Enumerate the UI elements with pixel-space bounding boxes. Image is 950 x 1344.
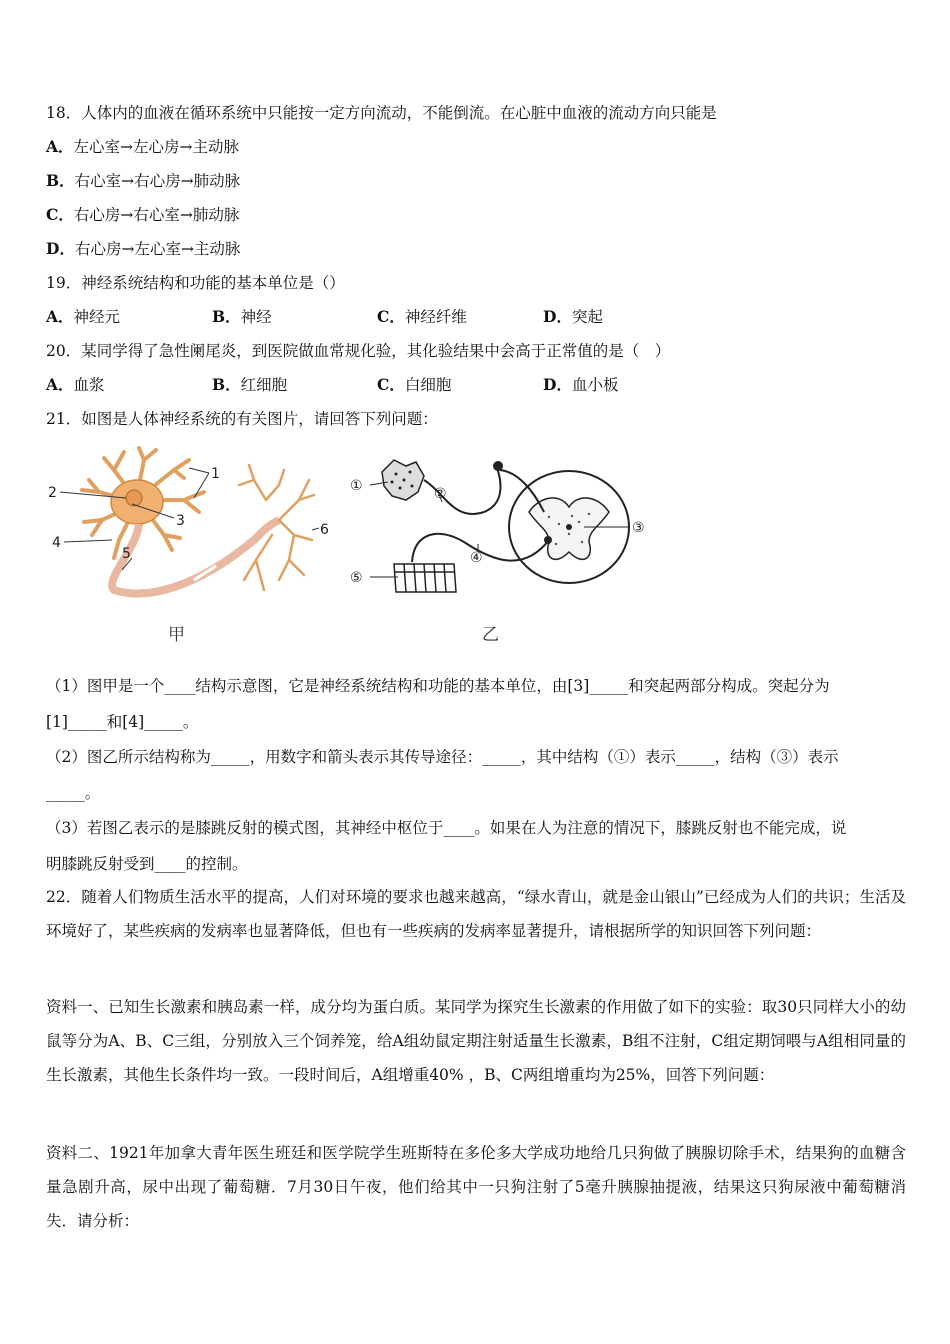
label-circle-2: ② <box>434 486 447 502</box>
q19-option-a <box>46 307 120 327</box>
option-letter: A． <box>46 375 74 394</box>
label-circle-3: ③ <box>632 520 645 536</box>
option-text: 血小板 <box>571 376 619 394</box>
label-circle-5: ⑤ <box>350 570 363 586</box>
option-text: 红细胞 <box>240 376 288 394</box>
option-text: 左心室→左心房→主动脉 <box>73 138 240 156</box>
label-6: 6 <box>320 522 329 538</box>
option-letter: A． <box>46 137 74 156</box>
q21-sub1-line1: （1）图甲是一个____结构示意图，它是神经系统结构和功能的基本单位，由[3]_____和突起两部分构成。突起分为 <box>46 677 830 695</box>
option-letter: C． <box>377 307 405 326</box>
q22-stem: 22．随着人们物质生活水平的提高，人们对环境的要求也越来越高，“绿水青山，就是金山银山”已经成为人们的共识；生活及环境好了，某些疾病的发病率也显著降低，但也有一些疾病的发病率显著提升，请根据所学的知识回答下列问题： <box>46 888 906 940</box>
q18-option-d <box>46 239 240 259</box>
q22-material-1: 资料一、已知生长激素和胰岛素一样，成分均为蛋白质。某同学为探究生长激素的作用做了如下的实验：取30只同样大小的幼鼠等分为A、B、C三组，分别放入三个饲养笼，给A组幼鼠定期注射适量生长激素，B组不注射，C组定期饲喂与A组相同量的生长激素，其他生长条件均一致。一段时间后，A组增重40% ，B、C两组增重均为25%，回答下列问题： <box>46 998 906 1084</box>
q22-material-2: 资料二、1921年加拿大青年医生班廷和医学院学生班斯特在多伦多大学成功地给几只狗做了胰腺切除手术，结果狗的血糖含量急剧升高，尿中出现了葡萄糖．7月30日午夜，他们给其中一只狗注射了5毫升胰腺抽提液，结果这只狗尿液中葡萄糖消失．请分析： <box>46 1144 906 1230</box>
q21-sub2-line1: （2）图乙所示结构称为_____，用数字和箭头表示其传导途径：_____，其中结构（①）表示_____，结构（③）表示 <box>46 748 839 766</box>
q18-option-a <box>46 137 239 157</box>
option-letter: C． <box>46 205 74 224</box>
q19-stem: 19．神经系统结构和功能的基本单位是（） <box>46 274 345 292</box>
q18-stem: 18．人体内的血液在循环系统中只能按一定方向流动，不能倒流。在心脏中血液的流动方向只能是 <box>46 104 717 122</box>
q20-option-b <box>212 375 287 395</box>
figure-yi-reflex-arc <box>344 452 664 612</box>
option-letter: C． <box>377 375 405 394</box>
option-letter: A． <box>46 307 74 326</box>
q20-stem: 20．某同学得了急性阑尾炎，到医院做血常规化验，其化验结果中会高于正常值的是（ ） <box>46 342 671 360</box>
figure-jia-neuron <box>44 440 344 610</box>
option-text: 突起 <box>571 308 603 326</box>
option-letter: B． <box>212 375 241 394</box>
q18-option-b <box>46 171 240 191</box>
label-circle-1: ① <box>350 478 363 494</box>
q19-option-d <box>543 307 603 327</box>
option-letter: D． <box>46 239 75 258</box>
q20-option-a <box>46 375 105 395</box>
option-text: 神经元 <box>73 308 121 326</box>
label-circle-4: ④ <box>470 550 483 566</box>
label-1: 1 <box>211 466 220 482</box>
option-text: 血浆 <box>73 376 105 394</box>
option-text: 白细胞 <box>404 376 452 394</box>
q21-sub2-line2: _____。 <box>46 784 101 802</box>
option-letter: B． <box>212 307 241 326</box>
q21-stem: 21．如图是人体神经系统的有关图片，请回答下列问题： <box>46 410 438 428</box>
figure-jia-caption: 甲 <box>168 625 185 645</box>
q18-option-c <box>46 205 239 225</box>
option-letter: D． <box>543 375 572 394</box>
label-5: 5 <box>122 546 131 562</box>
axon-terminals <box>239 465 314 590</box>
option-text: 右心室→右心房→肺动脉 <box>74 172 241 190</box>
option-text: 神经 <box>240 308 272 326</box>
q19-option-b <box>212 307 272 327</box>
central-canal <box>566 524 572 530</box>
label-2: 2 <box>48 485 57 501</box>
motor-neuron <box>544 536 552 544</box>
option-text: 右心房→左心室→主动脉 <box>74 240 241 258</box>
q21-sub3-line1: （3）若图乙表示的是膝跳反射的模式图，其神经中枢位于____。如果在人为注意的情况下，膝跳反射也不能完成，说 <box>46 819 847 837</box>
q21-sub1-line2: [1]_____和[4]_____。 <box>46 713 199 731</box>
nucleus <box>126 490 142 506</box>
option-letter: B． <box>46 171 75 190</box>
q20-option-d <box>543 375 618 395</box>
axon <box>112 520 279 593</box>
label-4: 4 <box>52 535 61 551</box>
q20-option-c <box>377 375 451 395</box>
q21-sub3-line2: 明膝跳反射受到____的控制。 <box>46 855 248 873</box>
option-text: 神经纤维 <box>404 308 467 326</box>
q19-option-c <box>377 307 467 327</box>
option-text: 右心房→右心室→肺动脉 <box>73 206 240 224</box>
label-3: 3 <box>176 513 185 529</box>
figure-yi-caption: 乙 <box>482 625 499 645</box>
effector <box>394 564 456 592</box>
option-letter: D． <box>543 307 572 326</box>
